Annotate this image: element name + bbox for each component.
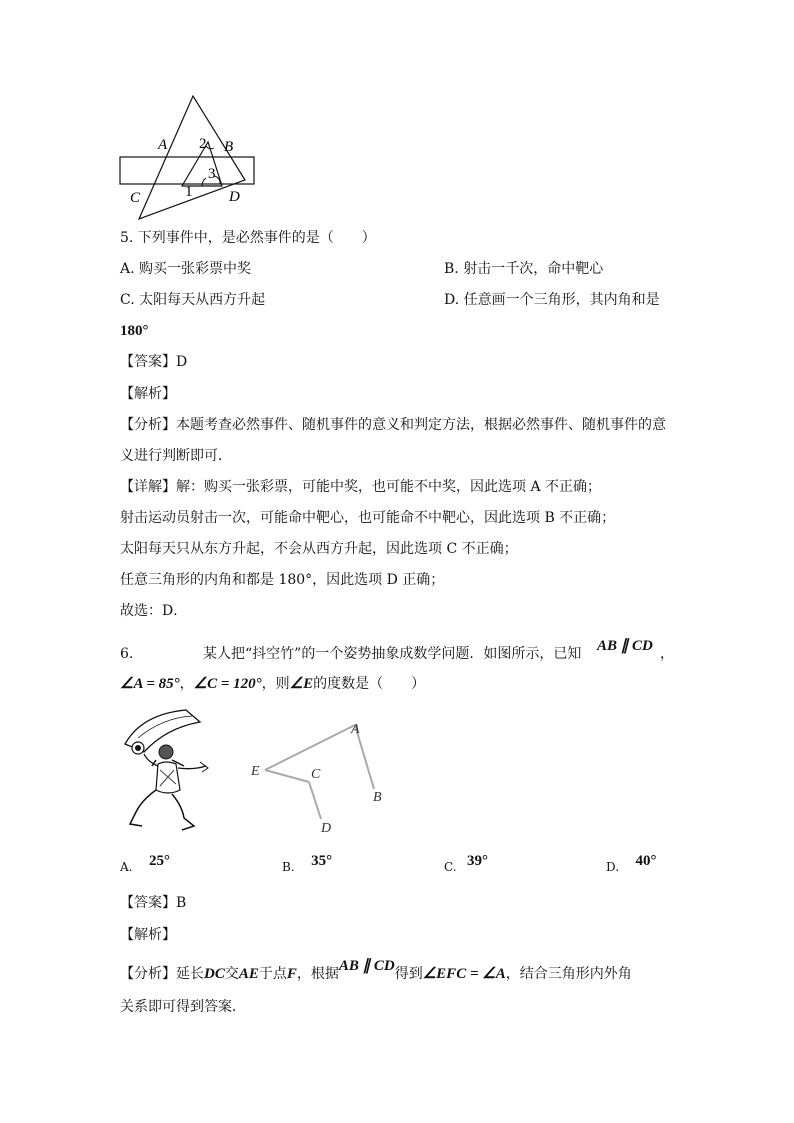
- q6-angle-e: ∠E: [289, 676, 314, 692]
- q5-option-a: A. 购买一张彩票中奖: [120, 261, 252, 277]
- q6-analysis-line-2: 关系即可得到答案．: [120, 999, 246, 1015]
- q6-angle-a: ∠A = 85°: [120, 676, 180, 692]
- segment-ea: [265, 725, 355, 770]
- q6-angle-separator: ，: [179, 676, 194, 692]
- label-D: D: [321, 821, 332, 836]
- q5-detail-line-4: 任意三角形的内角和都是 180°，因此选项 D 正确；: [120, 572, 445, 588]
- q6-analysis-text-e: 得到: [394, 966, 423, 982]
- label-C: C: [130, 190, 141, 206]
- q6-angle-c: ∠C = 120°: [193, 676, 262, 692]
- q6-option-b-value: 35°: [311, 853, 333, 869]
- q5-option-c: C. 太阳每天从西方升起: [120, 292, 266, 308]
- q6-option-d: [606, 853, 657, 877]
- q6-option-d-letter: D.: [606, 860, 620, 874]
- label-2: 2: [199, 136, 207, 152]
- q6-option-a-letter: A.: [120, 860, 133, 874]
- q5-option-b: B. 射击一千次，命中靶心: [444, 261, 604, 277]
- q6-stem-line-2: [120, 674, 425, 694]
- q6-analysis-heading: 【解析】: [120, 927, 176, 943]
- angle-arc-1: [202, 178, 206, 186]
- q6-option-d-value: 40°: [635, 853, 657, 869]
- q6-stem-part-3: 的度数是（ ）: [313, 676, 426, 692]
- q5-conclusion: 故选：D．: [120, 603, 188, 619]
- label-E: E: [251, 764, 260, 779]
- q5-detail-line-1: 【详解】解：购买一张彩票，可能中奖，也可能不中奖，因此选项 A 不正确；: [120, 479, 602, 495]
- q5-detail-line-2: 射击运动员射击一次，可能命中靶心，也可能命不中靶心，因此选项 B 不正确；: [120, 510, 616, 526]
- q5-option-d: D. 任意画一个三角形，其内角和是: [444, 292, 660, 308]
- label-A: A: [351, 722, 360, 737]
- q6-analysis-text-b: 交: [224, 966, 239, 982]
- segment-cd: [309, 782, 321, 819]
- q6-option-c: [444, 853, 489, 877]
- q6-option-c-letter: C.: [444, 860, 457, 874]
- q5-answer: 【答案】D: [120, 354, 188, 370]
- q6-math-ab-parallel-cd: AB ∥ CD: [597, 638, 653, 654]
- q6-analysis-text-c: 于点: [258, 966, 287, 982]
- q5-option-d-cont: 180°: [120, 323, 149, 339]
- q6-comma: ，: [660, 646, 674, 662]
- q5-analysis-line-2: 义进行判断即可．: [120, 448, 232, 464]
- q5-stem: 5. 下列事件中，是必然事件的是（ ）: [120, 230, 376, 246]
- q6-option-a: [120, 853, 170, 877]
- q6-option-a-value: 25°: [148, 853, 170, 869]
- q6-math-ab-parallel-cd-2: AB ∥ CD: [338, 958, 395, 974]
- q6-analysis-text-f: ，结合三角形内外角: [505, 966, 632, 982]
- triangle-ruler-figure: [110, 88, 270, 226]
- label-3: 3: [208, 166, 216, 182]
- q6-stem-line-1: 某人把“抖空竹”的一个姿势抽象成数学问题．如图所示，已知: [203, 646, 582, 662]
- kongzhu-player-illustration: [122, 708, 214, 836]
- q6-math-f: F: [286, 966, 297, 982]
- q5-detail-line-3: 太阳每天只从东方升起，不会从西方升起，因此选项 C 不正确；: [120, 541, 518, 557]
- label-1: 1: [185, 184, 193, 200]
- q6-option-c-value: 39°: [467, 853, 489, 869]
- label-B: B: [224, 139, 234, 155]
- q6-analysis-text-a: 【分析】延长: [120, 966, 204, 982]
- q6-number: 6.: [120, 646, 134, 662]
- q6-math-ae: AE: [238, 966, 259, 982]
- label-C: C: [311, 767, 321, 782]
- q6-math-dc: DC: [204, 966, 225, 982]
- q6-option-b: [282, 853, 333, 877]
- label-A: A: [158, 137, 168, 153]
- q6-angle-figure: [243, 715, 393, 837]
- q5-analysis-line-1: 【分析】本题考查必然事件、随机事件的意义和判定方法，根据必然事件、随机事件的意: [120, 417, 666, 433]
- q6-answer: 【答案】B: [120, 895, 187, 911]
- segment-ec: [265, 770, 309, 782]
- q6-analysis-line-1: [120, 958, 632, 984]
- label-B: B: [373, 790, 382, 805]
- q6-math-efc-eq-a: ∠EFC = ∠A: [422, 966, 506, 982]
- q6-option-b-letter: B.: [282, 860, 295, 874]
- q6-analysis-text-d: ，根据: [296, 966, 339, 982]
- q6-stem-part-2: ，则: [261, 676, 290, 692]
- label-D: D: [229, 189, 240, 205]
- q5-analysis-heading: 【解析】: [120, 386, 176, 402]
